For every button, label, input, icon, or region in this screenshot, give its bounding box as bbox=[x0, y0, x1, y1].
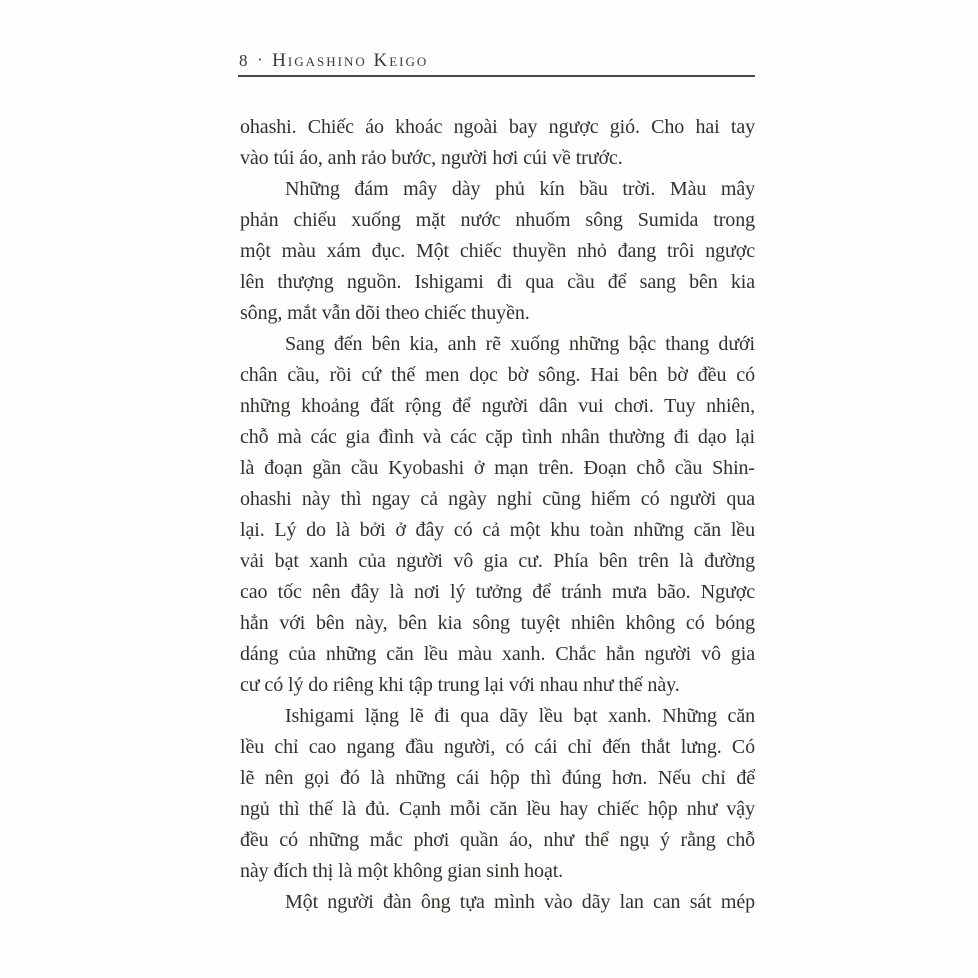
text-line: lẽ nên gọi đó là những cái hộp thì đúng hơn. Nếu chỉ để bbox=[240, 767, 755, 789]
text-line: vải bạt xanh của người vô gia cư. Phía bên trên là đường bbox=[240, 550, 755, 572]
text-line: hẳn với bên này, bên kia sông tuyệt nhiên không có bóng bbox=[240, 612, 755, 634]
text-line: ohashi này thì ngay cả ngày nghỉ cũng hiếm có người qua bbox=[240, 488, 755, 510]
running-header bbox=[239, 50, 755, 72]
text-line: dáng của những căn lều màu xanh. Chắc hẳn người vô gia bbox=[240, 643, 755, 665]
text-line: đều có những mắc phơi quần áo, như thể ngụ ý rằng chỗ bbox=[240, 829, 755, 851]
text-line: Một người đàn ông tựa mình vào dãy lan can sát mép bbox=[285, 891, 755, 913]
text-line: ohashi. Chiếc áo khoác ngoài bay ngược gió. Cho hai tay bbox=[240, 116, 755, 138]
text-line: lều chỉ cao ngang đầu người, có cái chỉ đến thắt lưng. Có bbox=[240, 736, 755, 758]
text-line: vào túi áo, anh rảo bước, người hơi cúi về trước. bbox=[240, 147, 623, 169]
text-line: chân cầu, rồi cứ thế men dọc bờ sông. Hai bên bờ đều có bbox=[240, 364, 755, 386]
text-line: này đích thị là một không gian sinh hoạt. bbox=[240, 860, 564, 882]
text-line: sông, mắt vẫn dõi theo chiếc thuyền. bbox=[240, 302, 530, 324]
text-line: những khoảng đất rộng để người dân vui chơi. Tuy nhiên, bbox=[240, 395, 755, 417]
text-line: chỗ mà các gia đình và các cặp tình nhân thường đi dạo lại bbox=[240, 426, 755, 448]
text-line: cao tốc nên đây là nơi lý tưởng để tránh mưa bão. Ngược bbox=[240, 581, 755, 603]
running-title: Higashino Keigo bbox=[272, 50, 429, 71]
text-line: phản chiếu xuống mặt nước nhuốm sông Sumida trong bbox=[240, 209, 755, 231]
body-text bbox=[240, 112, 755, 918]
text-line: lên thượng nguồn. Ishigami đi qua cầu để sang bên kia bbox=[240, 271, 755, 293]
header-rule bbox=[238, 75, 755, 77]
header-separator: · bbox=[257, 50, 264, 69]
text-line: Ishigami lặng lẽ đi qua dãy lều bạt xanh. Những căn bbox=[285, 705, 755, 727]
text-line: Những đám mây dày phủ kín bầu trời. Màu mây bbox=[285, 178, 755, 200]
text-line: một màu xám đục. Một chiếc thuyền nhỏ đang trôi ngược bbox=[240, 240, 755, 262]
text-line: Sang đến bên kia, anh rẽ xuống những bậc thang dưới bbox=[285, 333, 755, 355]
text-line: lại. Lý do là bởi ở đây có cả một khu toàn những căn lều bbox=[240, 519, 755, 541]
text-line: ngủ thì thế là đủ. Cạnh mỗi căn lều hay chiếc hộp như vậy bbox=[240, 798, 755, 820]
text-line: cư có lý do riêng khi tập trung lại với nhau như thế này. bbox=[240, 674, 680, 696]
page-number: 8 bbox=[239, 51, 248, 70]
text-line: là đoạn gần cầu Kyobashi ở mạn trên. Đoạn chỗ cầu Shin- bbox=[240, 457, 755, 479]
